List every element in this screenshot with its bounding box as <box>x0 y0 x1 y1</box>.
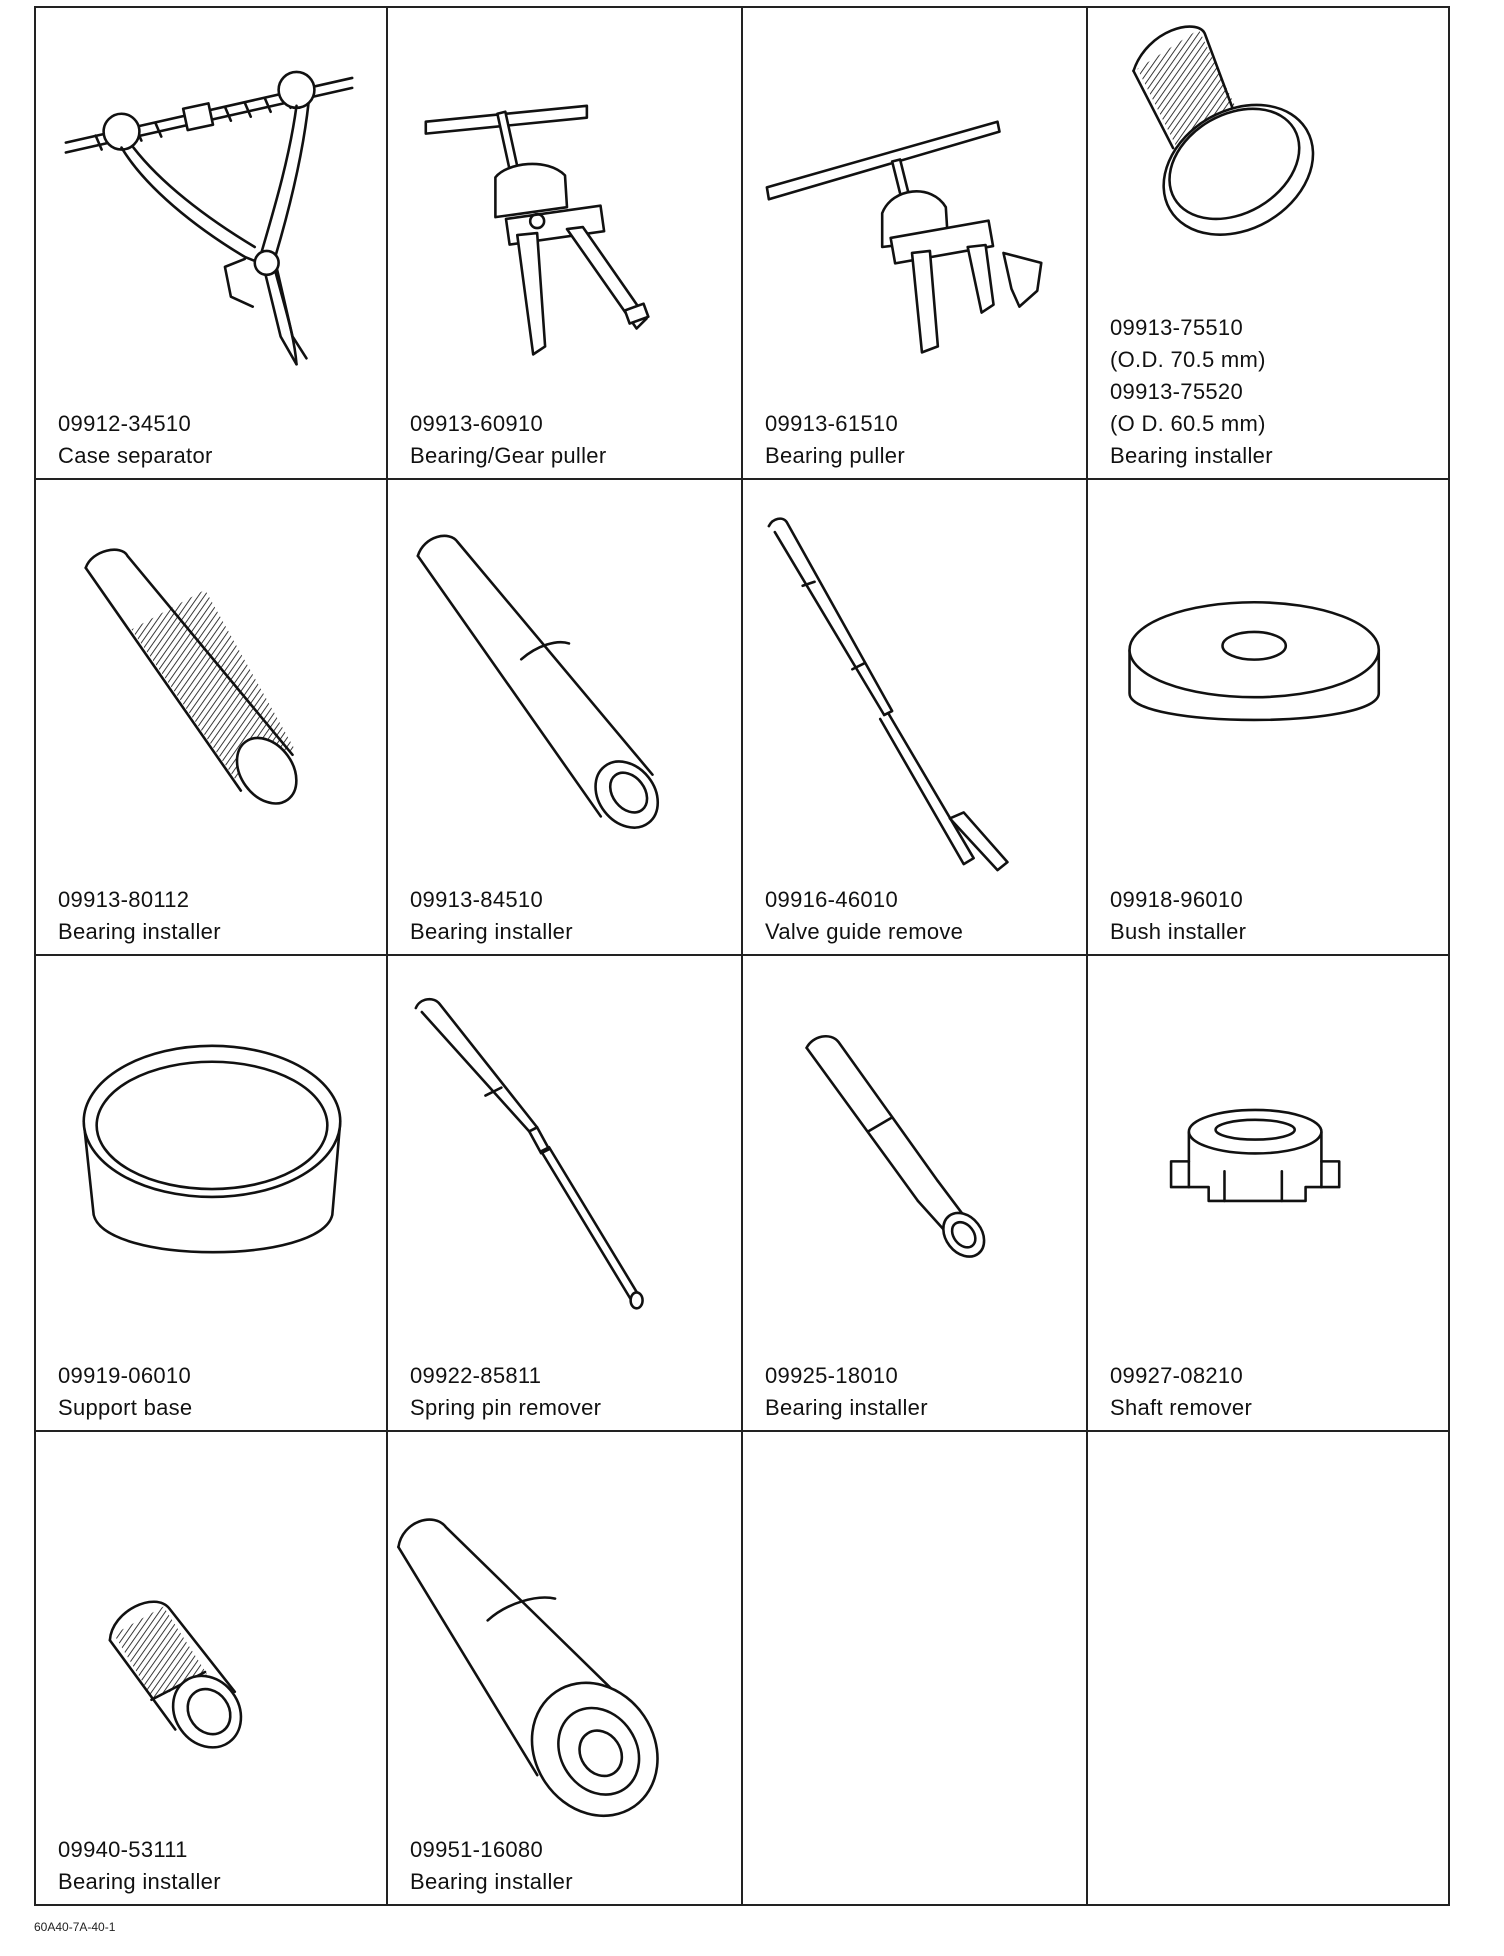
part-number: 09927-08210 <box>1110 1363 1243 1388</box>
part-number: 09916-46010 <box>765 887 898 912</box>
part-number: 09913-84510 <box>410 887 543 912</box>
special-tools-table <box>34 6 1450 1906</box>
tool-name: Spring pin remover <box>410 1395 602 1420</box>
tool-name: Bearing/Gear puller <box>410 443 607 468</box>
part-number: 09919-06010 <box>58 1363 191 1388</box>
tool-caption <box>58 408 213 472</box>
empty-cell <box>1088 1432 1448 1904</box>
shaft-remover-icon <box>1088 956 1448 1430</box>
tool-name: Bearing installer <box>410 919 573 944</box>
tool-cell-bearing-puller <box>743 8 1088 480</box>
tool-cell-bearing-installer-stepped <box>743 956 1088 1432</box>
spring-pin-remover-icon <box>388 956 741 1430</box>
tool-caption <box>410 408 606 472</box>
tool-caption <box>410 884 573 948</box>
tool-caption <box>765 408 905 472</box>
tool-cell-case-separator <box>36 8 388 480</box>
tool-name: Support base <box>58 1395 193 1420</box>
tool-name: Bearing installer <box>58 919 221 944</box>
tool-cell-valve-guide-remover <box>743 480 1088 956</box>
part-number: 09912-34510 <box>58 411 191 436</box>
tool-caption <box>1110 1360 1252 1424</box>
tool-cell-support-base <box>36 956 388 1432</box>
bearing-installer-knurled-icon <box>36 480 386 954</box>
figure-code: 60A40-7A-40-1 <box>34 1920 116 1934</box>
empty-cell <box>743 1432 1088 1904</box>
bearing-installer-stepped-icon <box>743 956 1086 1430</box>
tool-cell-shaft-remover <box>1088 956 1448 1432</box>
bush-installer-icon <box>1088 480 1448 954</box>
tool-name: Case separator <box>58 443 213 468</box>
part-spec-line: (O D. 60.5 mm) <box>1110 411 1266 436</box>
part-number: 09925-18010 <box>765 1363 898 1388</box>
bearing-installer-tube-icon <box>388 480 741 954</box>
tool-name: Bearing installer <box>58 1869 221 1894</box>
tool-cell-bearing-gear-puller <box>388 8 743 480</box>
tool-cell-bearing-installer-short <box>36 1432 388 1904</box>
part-spec-line: (O.D. 70.5 mm) <box>1110 347 1266 372</box>
part-number: 09922-85811 <box>410 1363 542 1388</box>
support-base-icon <box>36 956 386 1430</box>
tool-name: Bearing puller <box>765 443 905 468</box>
tool-cell-bush-installer <box>1088 480 1448 956</box>
tool-cell-bearing-installer-knurled <box>36 480 388 956</box>
tool-name: Bush installer <box>1110 919 1247 944</box>
tool-caption <box>410 1834 573 1898</box>
part-number: 09951-16080 <box>410 1837 543 1862</box>
tool-caption <box>765 1360 928 1424</box>
tool-caption <box>58 1834 221 1898</box>
part-number: 09940-53111 <box>58 1837 188 1862</box>
tool-name: Shaft remover <box>1110 1395 1253 1420</box>
part-number: 09913-80112 <box>58 887 190 912</box>
tool-name: Bearing installer <box>1110 443 1273 468</box>
tool-caption <box>58 1360 192 1424</box>
tool-caption <box>1110 312 1273 472</box>
tool-caption <box>765 884 963 948</box>
part-number: 09918-96010 <box>1110 887 1243 912</box>
tool-name: Valve guide remove <box>765 919 964 944</box>
part-number-line: 09913-75510 <box>1110 315 1243 340</box>
tool-cell-bearing-installer-disc <box>1088 8 1448 480</box>
part-number-line: 09913-75520 <box>1110 379 1243 404</box>
tool-cell-bearing-installer-tube <box>388 480 743 956</box>
tool-name: Bearing installer <box>410 1869 573 1894</box>
tool-cell-spring-pin-remover <box>388 956 743 1432</box>
part-number: 09913-60910 <box>410 411 543 436</box>
valve-guide-remover-icon <box>743 480 1086 954</box>
tool-name: Bearing installer <box>765 1395 928 1420</box>
tool-caption <box>410 1360 601 1424</box>
tool-cell-bearing-installer-flanged <box>388 1432 743 1904</box>
tool-caption <box>1110 884 1246 948</box>
tool-caption <box>58 884 221 948</box>
part-number: 09913-61510 <box>765 411 898 436</box>
